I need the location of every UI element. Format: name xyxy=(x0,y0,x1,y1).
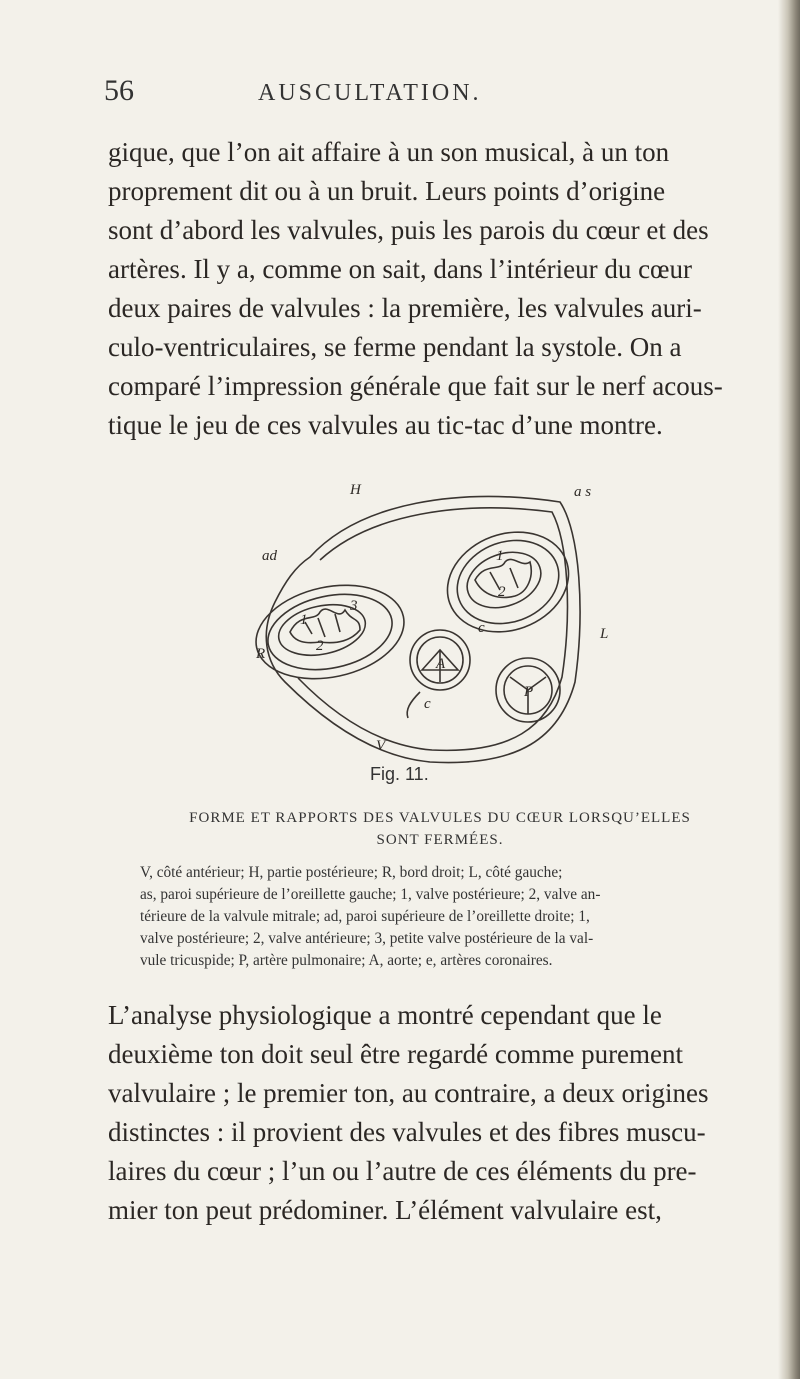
label-P: P xyxy=(524,684,534,700)
coronary-artery xyxy=(407,692,420,718)
label-A: A xyxy=(436,656,446,672)
label-two-left: 2 xyxy=(316,638,324,654)
legend-line: vule tricuspide; P, artère pulmonaire; A, aorte; e, artères coronaires. xyxy=(140,952,553,969)
paragraph-1 xyxy=(108,133,768,445)
label-c-lower: c xyxy=(424,696,431,712)
running-head: AUSCULTATION. xyxy=(258,80,482,106)
paragraph-2 xyxy=(108,996,768,1230)
label-V: V xyxy=(376,738,386,754)
heart-outline xyxy=(266,497,580,763)
label-H: H xyxy=(350,482,361,498)
tricuspid-middle-ring xyxy=(261,584,399,681)
heart-valves-diagram xyxy=(200,472,640,772)
label-as: a s xyxy=(574,484,592,500)
legend-line: V, côté antérieur; H, partie postérieure; R, bord droit; L, côté gauche; xyxy=(140,864,563,881)
text-line: L’analyse physiologique a montré cependant que le xyxy=(108,1000,662,1030)
text-line: comparé l’impression générale que fait sur le nerf acous- xyxy=(108,371,723,401)
text-line: artères. Il y a, comme on sait, dans l’intérieur du cœur xyxy=(108,254,693,284)
label-two-right: 2 xyxy=(498,584,506,600)
label-one-left: 1 xyxy=(300,612,308,628)
legend-line: térieure de la valvule mitrale; ad, paroi supérieure de l’oreillette droite; 1, xyxy=(140,908,590,925)
text-line: mier ton peut prédominer. L’élément valvulaire est, xyxy=(108,1195,662,1225)
text-line: sont d’abord les valvules, puis les parois du cœur et des xyxy=(108,215,709,245)
page-edge-shadow xyxy=(778,0,800,1379)
label-c-upper: c xyxy=(478,620,485,636)
legend-line: as, paroi supérieure de l’oreillette gauche; 1, valve postérieure; 2, valve an- xyxy=(140,886,601,903)
legend-line: valve postérieure; 2, valve antérieure; 3, petite valve postérieure de la val- xyxy=(140,930,594,947)
heart-valves-figure xyxy=(200,472,640,772)
figure-caption-title-cont: SONT FERMÉES. xyxy=(376,832,504,848)
text-line: deux paires de valvules : la première, les valvules auri- xyxy=(108,293,702,323)
tricuspid-outer-ring xyxy=(247,572,412,691)
label-three: 3 xyxy=(350,598,358,614)
text-line: valvulaire ; le premier ton, au contraire, a deux origines xyxy=(108,1078,709,1108)
text-line: distinctes : il provient des valvules et des fibres muscu- xyxy=(108,1117,706,1147)
mitral-middle-ring xyxy=(445,527,570,638)
figure-legend xyxy=(140,862,750,972)
figure-number: Fig. 11. xyxy=(370,764,429,784)
text-line: tique le jeu de ces valvules au tic-tac d’une montre. xyxy=(108,410,663,440)
text-line: laires du cœur ; l’un ou l’autre de ces éléments du pre- xyxy=(108,1156,697,1186)
page-number: 56 xyxy=(104,74,134,107)
figure-caption-title: FORME ET RAPPORTS DES VALVULES DU CŒUR LORSQU’ELLES xyxy=(189,810,691,826)
text-line: gique, que l’on ait affaire à un son musical, à un ton xyxy=(108,137,670,167)
text-line: proprement dit ou à un bruit. Leurs points d’origine xyxy=(108,176,666,206)
text-line: deuxième ton doit seul être regardé comme purement xyxy=(108,1039,684,1069)
label-ad: ad xyxy=(262,548,277,564)
label-R: R xyxy=(256,646,266,662)
mitral-inner-ring xyxy=(459,543,548,618)
text-line: culo-ventriculaires, se ferme pendant la systole. On a xyxy=(108,332,682,362)
label-L: L xyxy=(600,626,609,642)
label-one-right: 1 xyxy=(496,548,504,564)
